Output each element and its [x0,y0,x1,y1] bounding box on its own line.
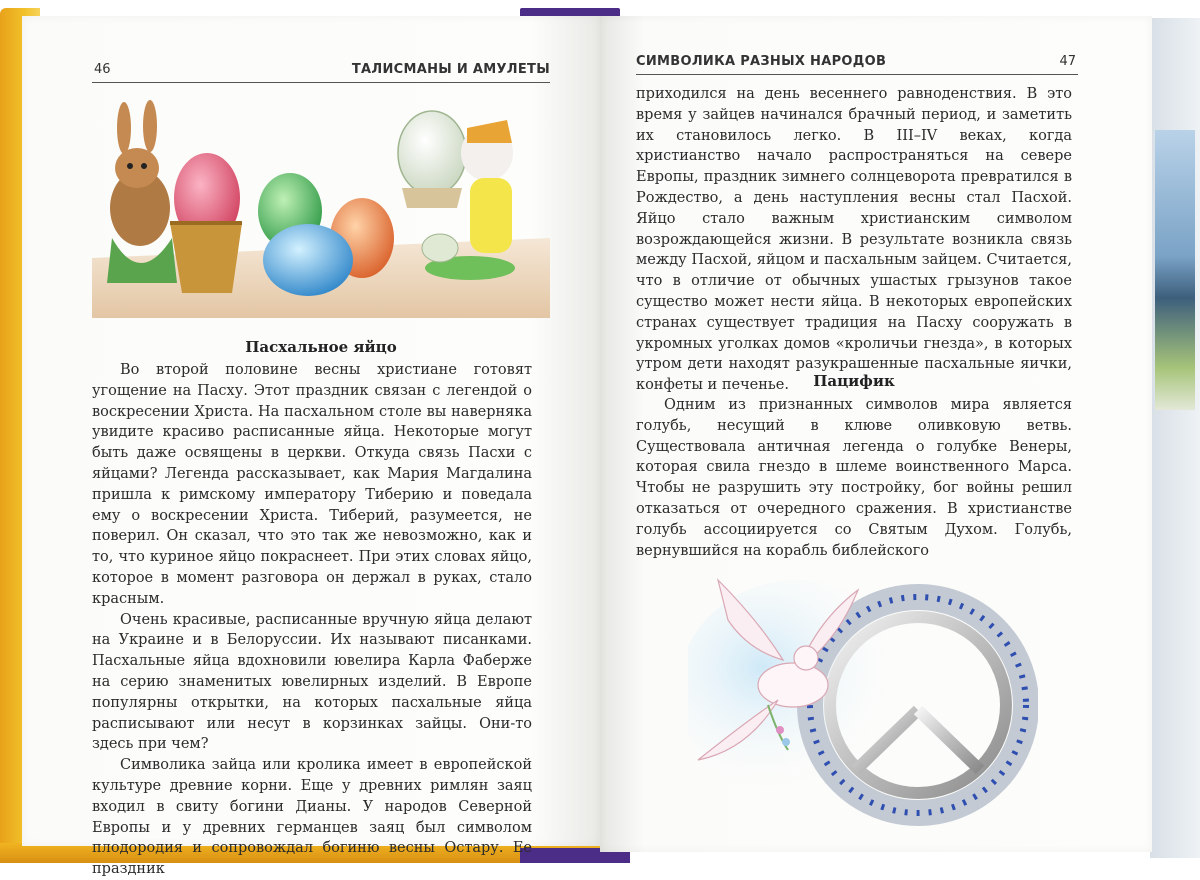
dove-peace-sign-illustration [688,560,1038,850]
paragraph: приходился на день весеннего равноденствия. В это время у зайцев начинался брачный период, и заметить их становилось легко. В III–IV веках, когда христианство начало распространяться на севере Европы, праздник зимнего солнцеворота превратился в Рождество, а день наступления весны стал Пасхой. Яйцо стало важным христианским символом возрождающейся жизни. В результате возникла связь между Пасхой, яйцом и пасхальным зайцем. Считается, что в отличие от обычных ушастых грызунов такое существо может нести яйца. В некоторых европейских странах существует традиция на Пасху сооружать в укромных уголках домов «кроличьи гнезда», в которых утром дети находят разукрашенные пасхальные яички, конфеты и печенье. [636,86,1072,394]
left-page-number: 46 [94,62,111,77]
right-page-body-bottom [636,395,1072,561]
left-page-body [92,360,532,880]
paragraph: Во второй половине весны христиане готовят угощение на Пасху. Этот праздник связан с легендой о воскресении Христа. На пасхальном столе вы наверняка увидите красиво расписанные яйца. Некоторые могут быть даже освящены в церкви. Откуда связь Пасхи с яйцами? Легенда рассказывает, как Мария Магдалина пришла к римскому императору Тиберию и поведала ему о воскресении Христа. Тиберий, разумеется, не поверил. Он сказал, что это так же невозможно, как и то, что куриное яйцо покраснеет. При этих словах яйцо, которое в момент разговора он держал в руках, стало красным. [92,362,532,607]
next-page-photo-strip [1155,130,1195,410]
left-running-title: ТАЛИСМАНЫ И АМУЛЕТЫ [351,62,550,77]
section-heading-pacific: Пацифик [813,372,895,390]
right-running-title: СИМВОЛИКА РАЗНЫХ НАРОДОВ [636,54,887,69]
paragraph: Очень красивые, расписанные вручную яйца делают на Украине и в Белоруссии. Их называют писанками. Пасхальные яйца вдохновили ювелира Карла Фаберже на серию знаменитых ювелирных изделий. В Европе популярны открытки, на которых пасхальные яйца расписывают или несут в корзинках зайцы. Они-то здесь при чем? [92,611,532,753]
right-page-header [636,52,1078,75]
paragraph: Символика зайца или кролика имеет в европейской культуре древние корни. Еще у древних римлян заяц входил в свиту богини Дианы. У народов Северной Европы и у древних германцев заяц был символом плодородия и сопровождал богиню весны Остару. Ее праздник [92,757,532,878]
section-heading-easter-egg: Пасхальное яйцо [245,338,397,356]
right-page-number: 47 [1059,54,1076,69]
left-page-header [92,60,550,83]
paragraph: Одним из признанных символов мира является голубь, несущий в клюве оливковую ветвь. Существовала античная легенда о голубке Венеры, которая свила гнездо в шлеме воинственного Марса. Чтобы не разрушить эту постройку, бог войны решил отказаться от очередного сражения. В христианстве голубь ассоциируется со Святым Духом. Голубь, вернувшийся на корабль библейского [636,397,1072,559]
right-page-body-top [636,84,1072,396]
easter-eggs-illustration [92,98,550,318]
